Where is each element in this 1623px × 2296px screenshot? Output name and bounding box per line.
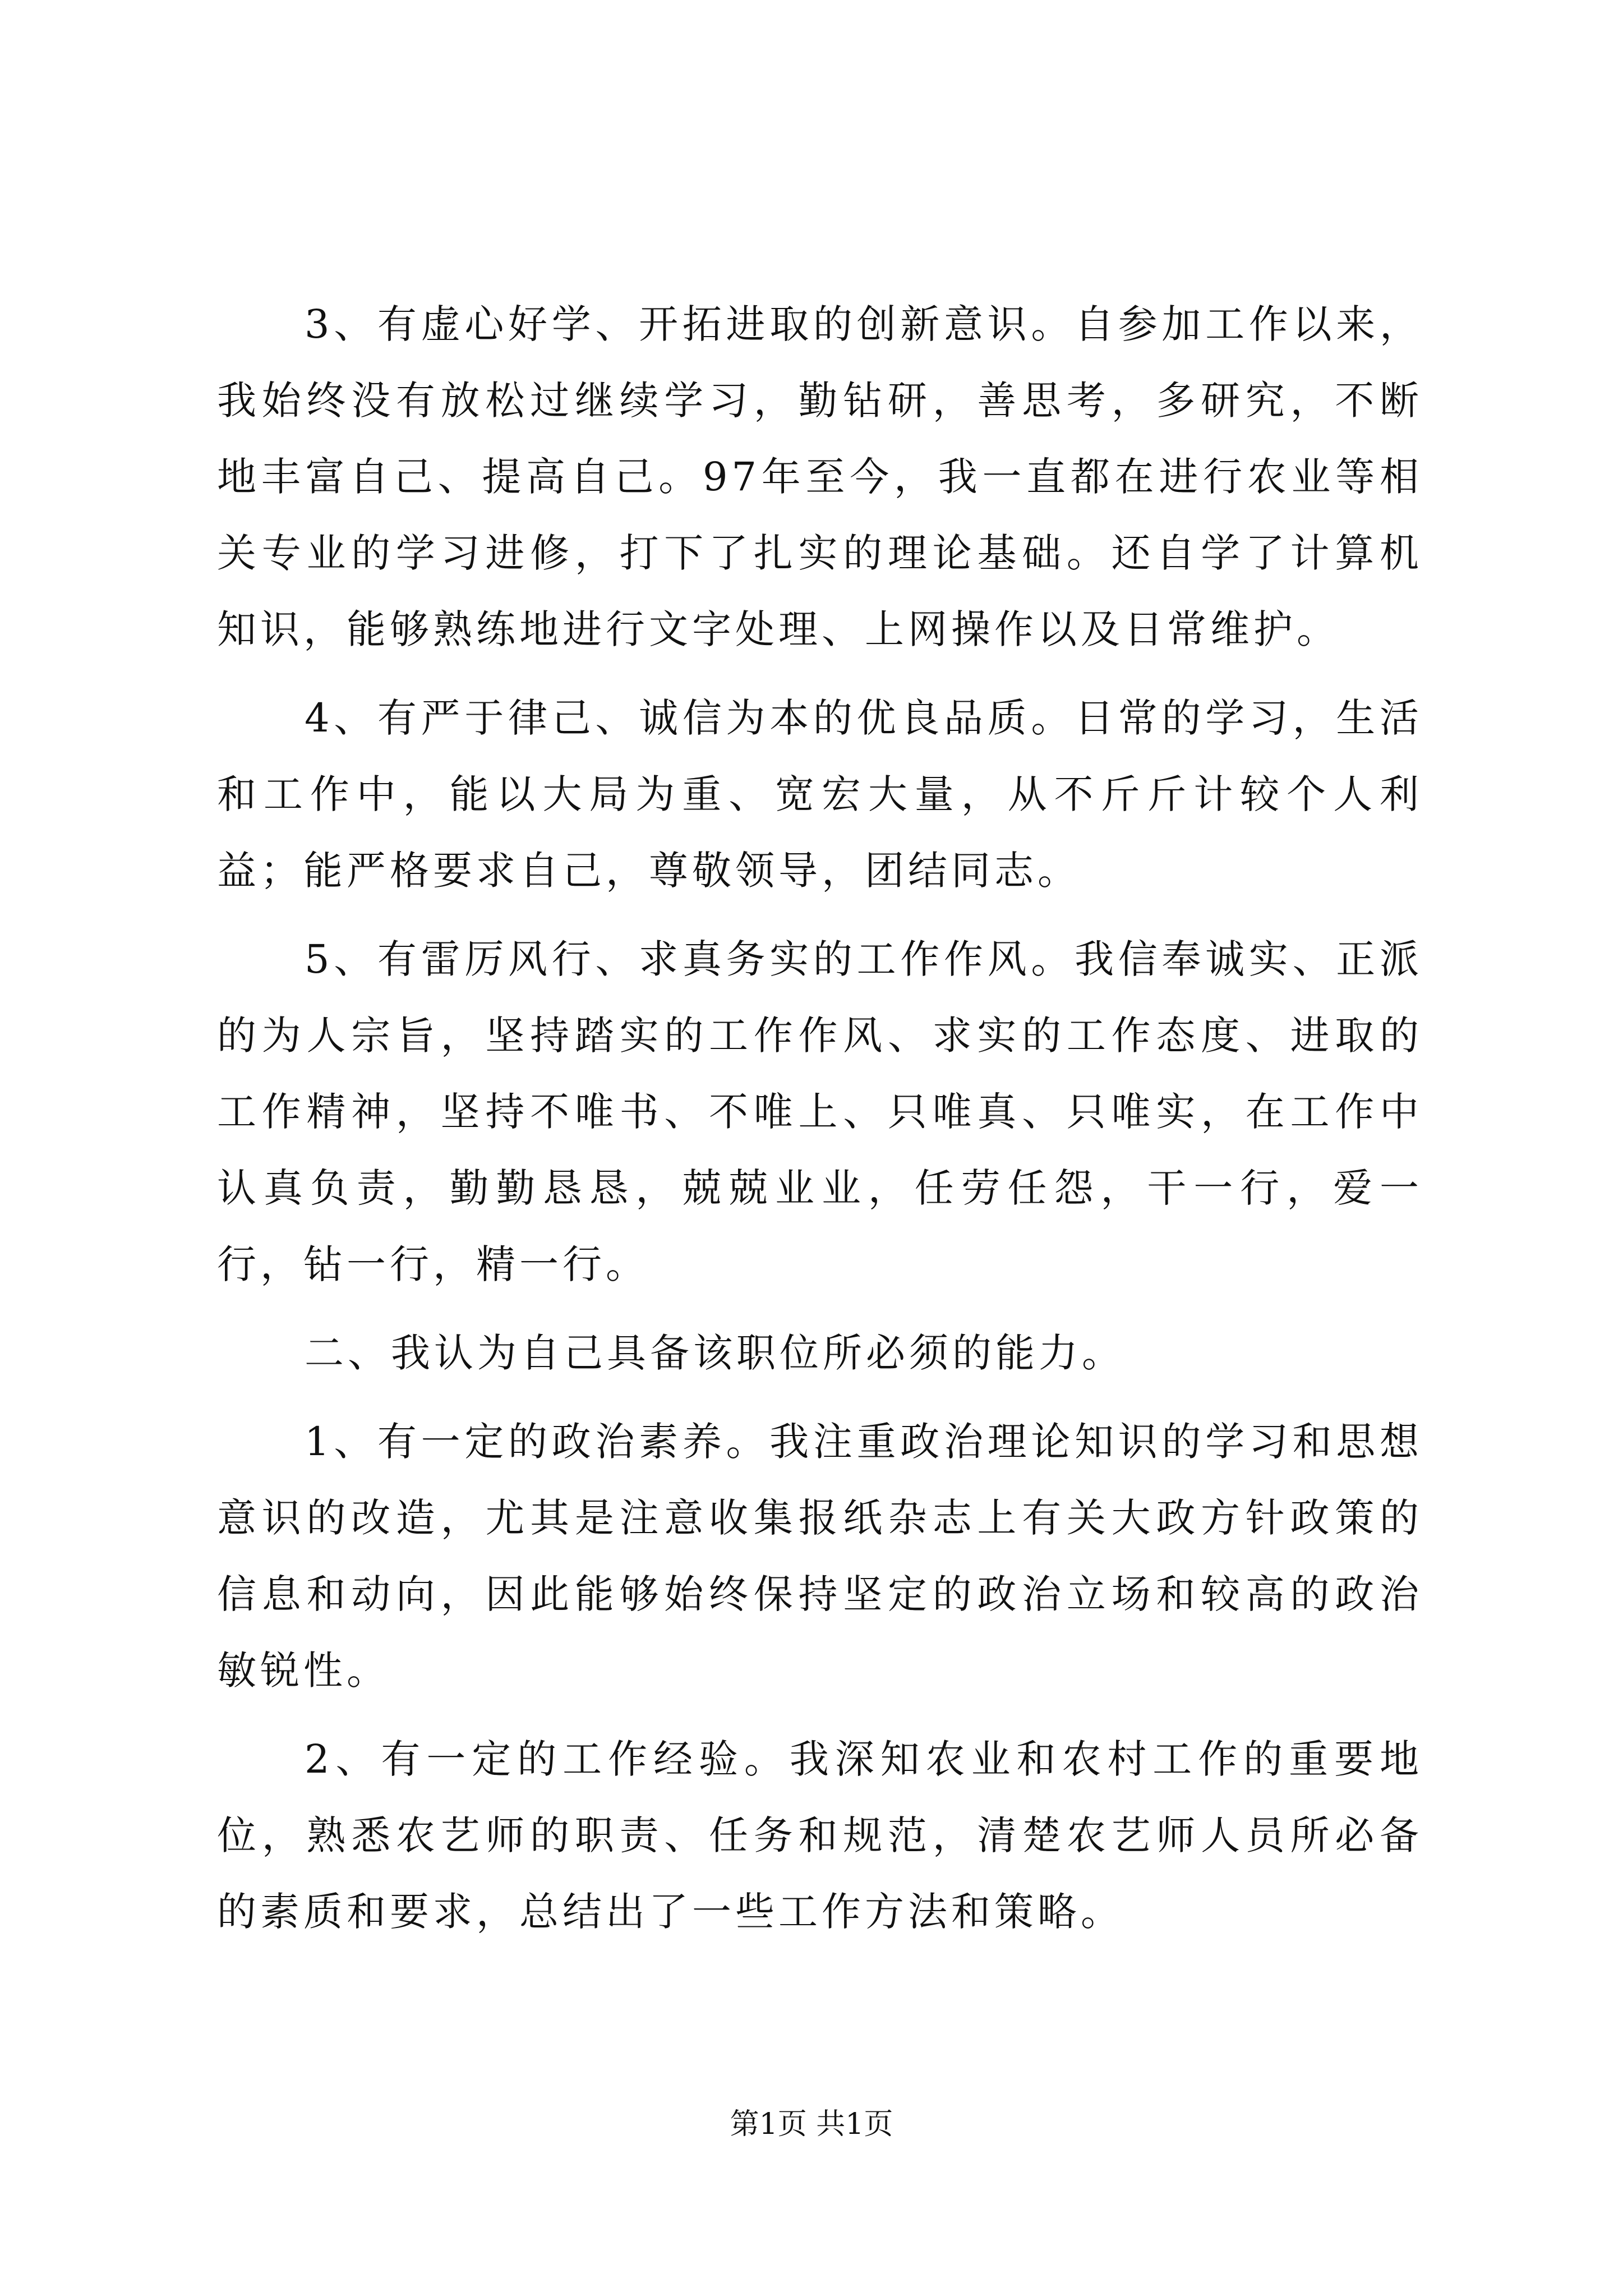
paragraph-2: 4、有严于律己、诚信为本的优良品质。日常的学习，生活和工作中，能以大局为重、宽宏大量，从不斤斤计较个人利益；能严格要求自己，尊敬领导，团结同志。 bbox=[217, 695, 1423, 894]
document-body bbox=[217, 286, 1423, 1962]
paragraph-5: 1、有一定的政治素养。我注重政治理论知识的学习和思想意识的改造，尤其是注意收集报纸杂志上有关大政方针政策的信息和动向，因此能够始终保持坚定的政治立场和较高的政治敏锐性。 bbox=[217, 1419, 1423, 1694]
paragraph-1: 3、有虚心好学、开拓进取的创新意识。自参加工作以来，我始终没有放松过继续学习，勤钻研，善思考，多研究，不断地丰富自己、提高自己。97年至今，我一直都在进行农业等相关专业的学习进修，打下了扎实的理论基础。还自学了计算机知识，能够熟练地进行文字处理、上网操作以及日常维护。 bbox=[217, 301, 1423, 652]
paragraph-4: 二、我认为自己具备该职位所必须的能力。 bbox=[305, 1330, 1125, 1376]
paragraph-6: 2、有一定的工作经验。我深知农业和农村工作的重要地位，熟悉农艺师的职责、任务和规范，清楚农艺师人员所必备的素质和要求，总结出了一些工作方法和策略。 bbox=[217, 1736, 1423, 1935]
paragraph-3: 5、有雷厉风行、求真务实的工作作风。我信奉诚实、正派的为人宗旨，坚持踏实的工作作风、求实的工作态度、进取的工作精神，坚持不唯书、不唯上、只唯真、只唯实，在工作中认真负责，勤勤恳恳，兢兢业业，任劳任怨，干一行，爱一行，钻一行，精一行。 bbox=[217, 936, 1423, 1287]
page-footer: 第1页 共1页 bbox=[730, 2108, 893, 2141]
